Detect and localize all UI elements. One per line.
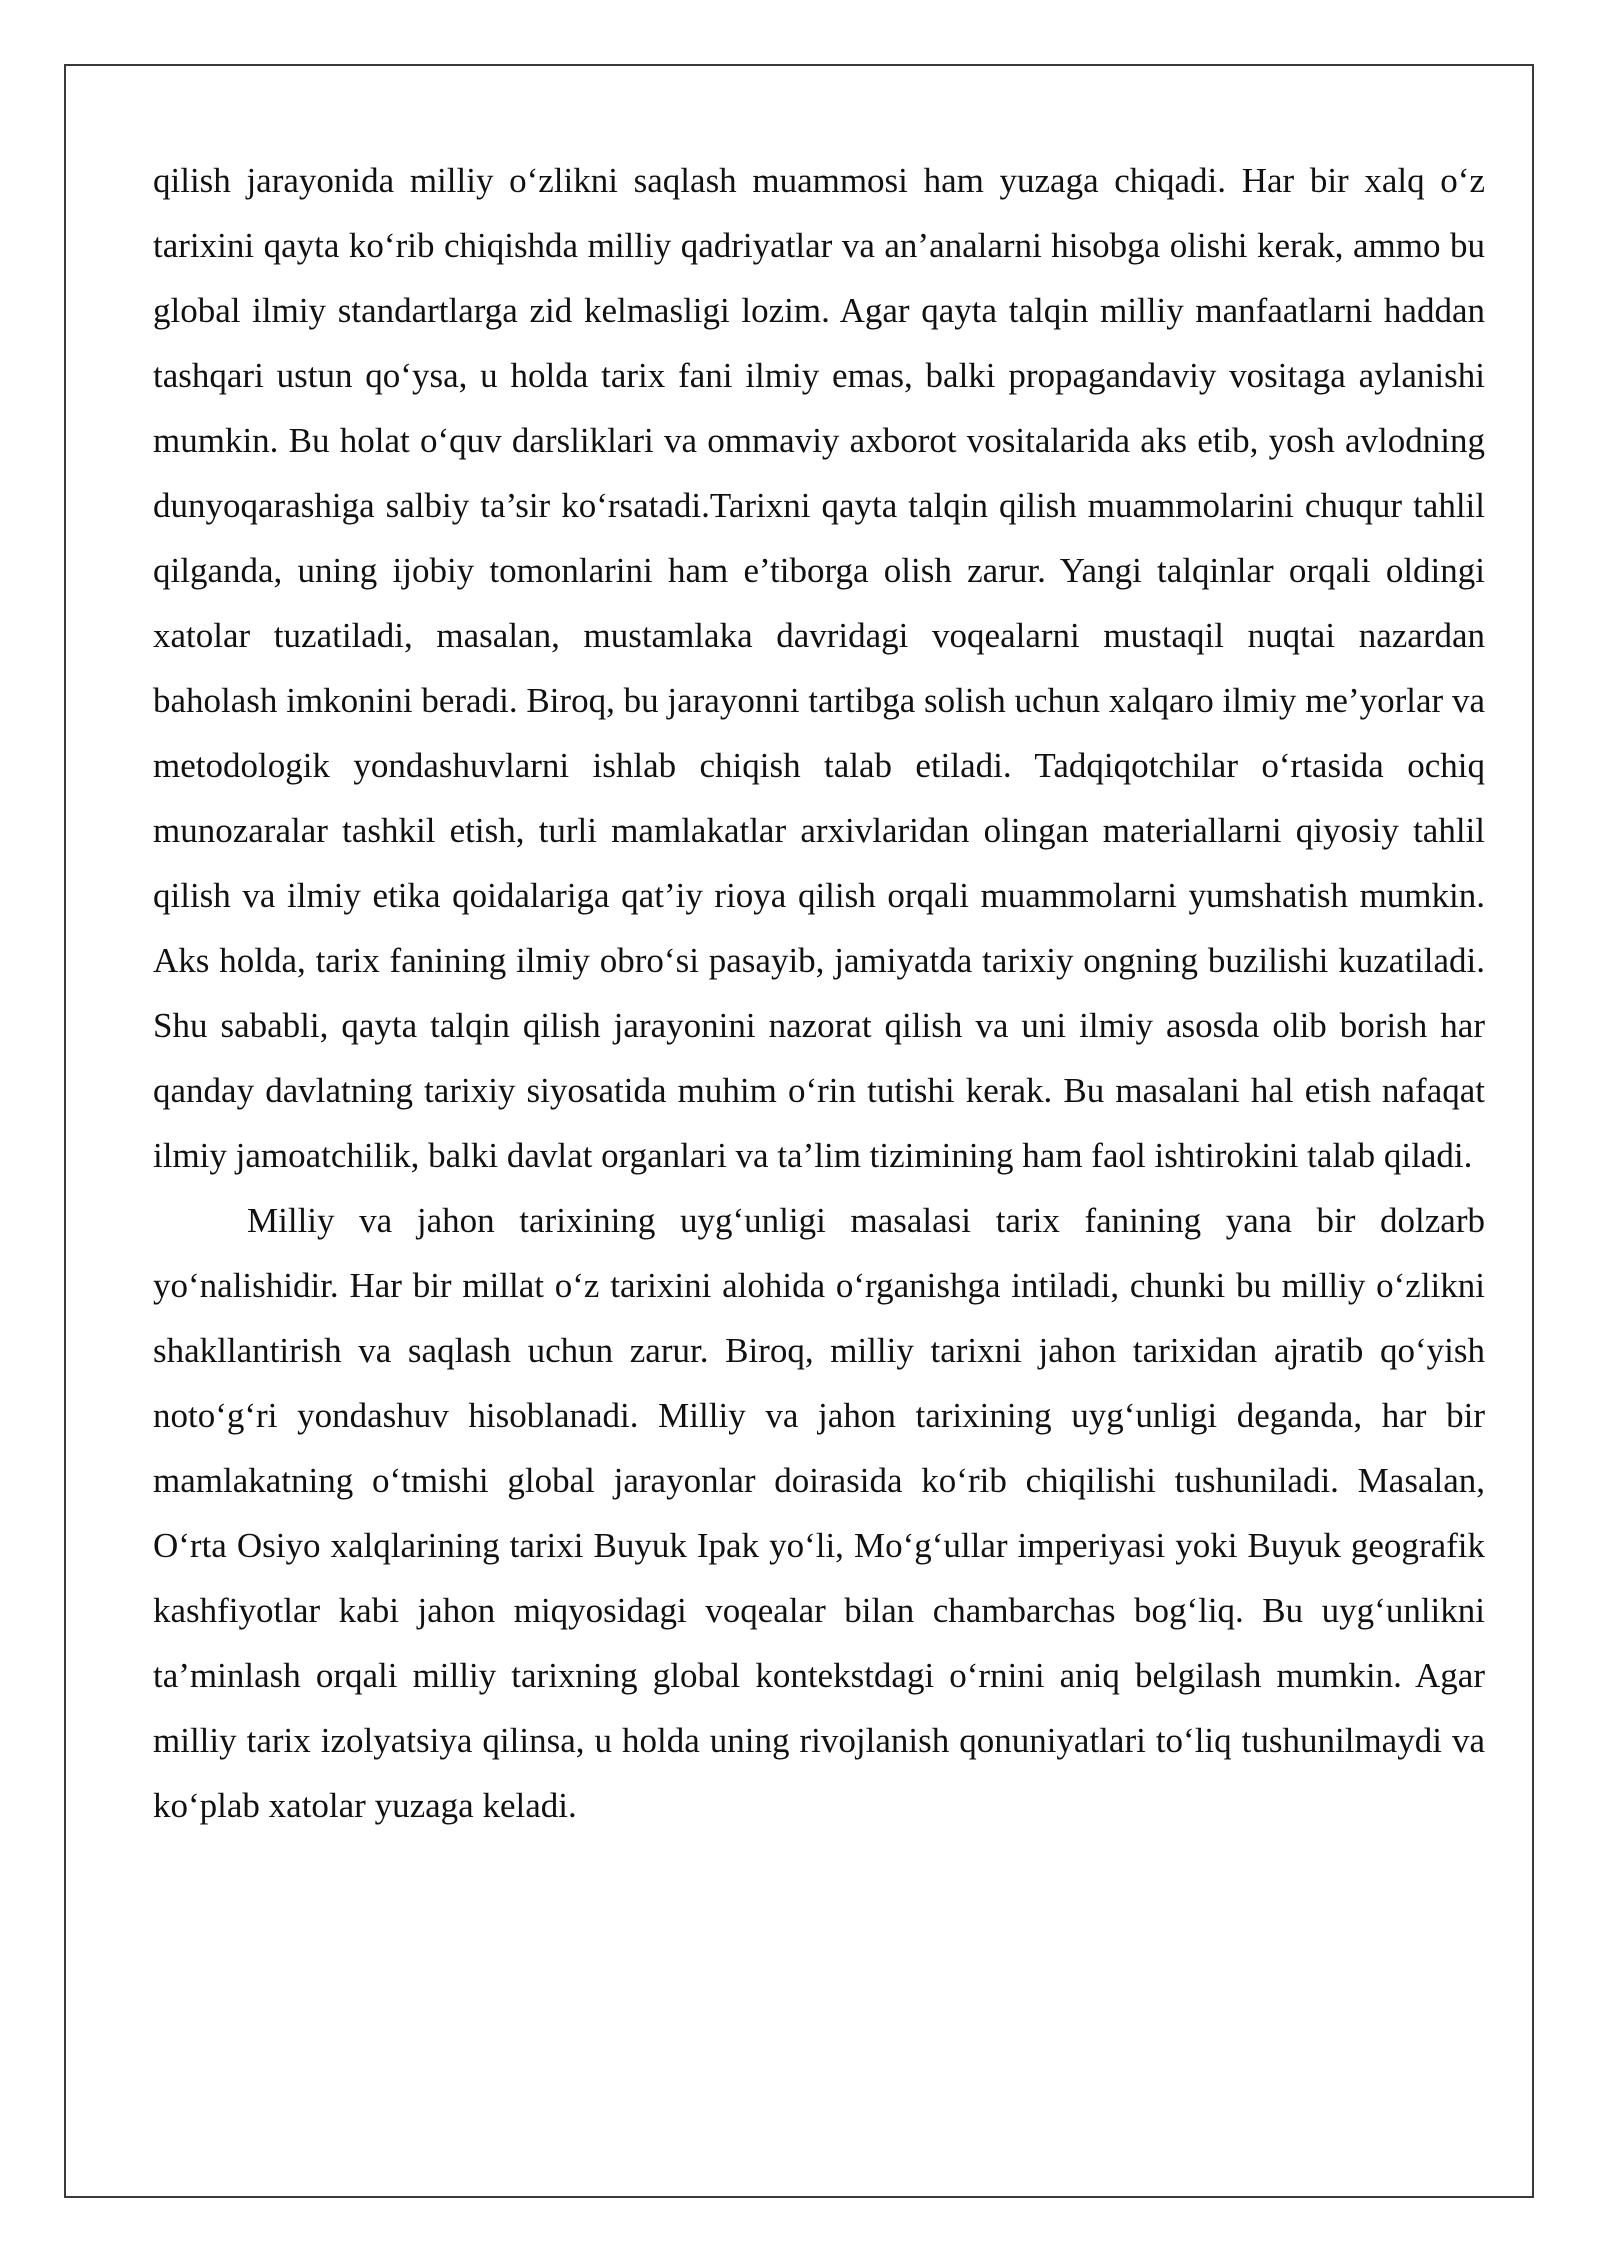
document-body xyxy=(153,148,1485,1838)
paragraph-1: qilish jarayonida milliy o‘zlikni saqlash muammosi ham yuzaga chiqadi. Har bir xalq o‘z tarixini qayta ko‘rib chiqishda milliy qadriyatlar va an’analarni hisobga olishi kerak, ammo bu global ilmiy standartlarga zid kelmasligi lozim. Agar qayta talqin milliy manfaatlarni haddan tashqari ustun qo‘ysa, u holda tarix fani ilmiy emas, balki propagandaviy vositaga aylanishi mumkin. Bu holat o‘quv darsliklari va ommaviy axborot vositalarida aks etib, yosh avlodning dunyoqarashiga salbiy ta’sir ko‘rsatadi.Tarixni qayta talqin qilish muammolarini chuqur tahlil qilganda, uning ijobiy tomonlarini ham e’tiborga olish zarur. Yangi talqinlar orqali oldingi xatolar tuzatiladi, masalan, mustamlaka davridagi voqealarni mustaqil nuqtai nazardan baholash imkonini beradi. Biroq, bu jarayonni tartibga solish uchun xalqaro ilmiy me’yorlar va metodologik yondashuvlarni ishlab chiqish talab etiladi. Tadqiqotchilar o‘rtasida ochiq munozaralar tashkil etish, turli mamlakatlar arxivlaridan olingan materiallarni qiyosiy tahlil qilish va ilmiy etika qoidalariga qat’iy rioya qilish orqali muammolarni yumshatish mumkin. Aks holda, tarix fanining ilmiy obro‘si pasayib, jamiyatda tarixiy ongning buzilishi kuzatiladi. Shu sababli, qayta talqin qilish jarayonini nazorat qilish va uni ilmiy asosda olib borish har qanday davlatning tarixiy siyosatida muhim o‘rin tutishi kerak. Bu masalani hal etish nafaqat ilmiy jamoatchilik, balki davlat organlari va ta’lim tizimining ham faol ishtirokini talab qiladi. xyxy=(153,161,1485,1175)
paragraph-2: Milliy va jahon tarixining uyg‘unligi masalasi tarix fanining yana bir dolzarb yo‘nalishidir. Har bir millat o‘z tarixini alohida o‘rganishga intiladi, chunki bu milliy o‘zlikni shakllantirish va saqlash uchun zarur. Biroq, milliy tarixni jahon tarixidan ajratib qo‘yish noto‘g‘ri yondashuv hisoblanadi. Milliy va jahon tarixining uyg‘unligi deganda, har bir mamlakatning o‘tmishi global jarayonlar doirasida ko‘rib chiqilishi tushuniladi. Masalan, O‘rta Osiyo xalqlarining tarixi Buyuk Ipak yo‘li, Mo‘g‘ullar imperiyasi yoki Buyuk geografik kashfiyotlar kabi jahon miqyosidagi voqealar bilan chambarchas bog‘liq. Bu uyg‘unlikni ta’minlash orqali milliy tarixning global kontekstdagi o‘rnini aniq belgilash mumkin. Agar milliy tarix izolyatsiya qilinsa, u holda uning rivojlanish qonuniyatlari to‘liq tushunilmaydi va ko‘plab xatolar yuzaga keladi. xyxy=(153,1201,1485,1825)
